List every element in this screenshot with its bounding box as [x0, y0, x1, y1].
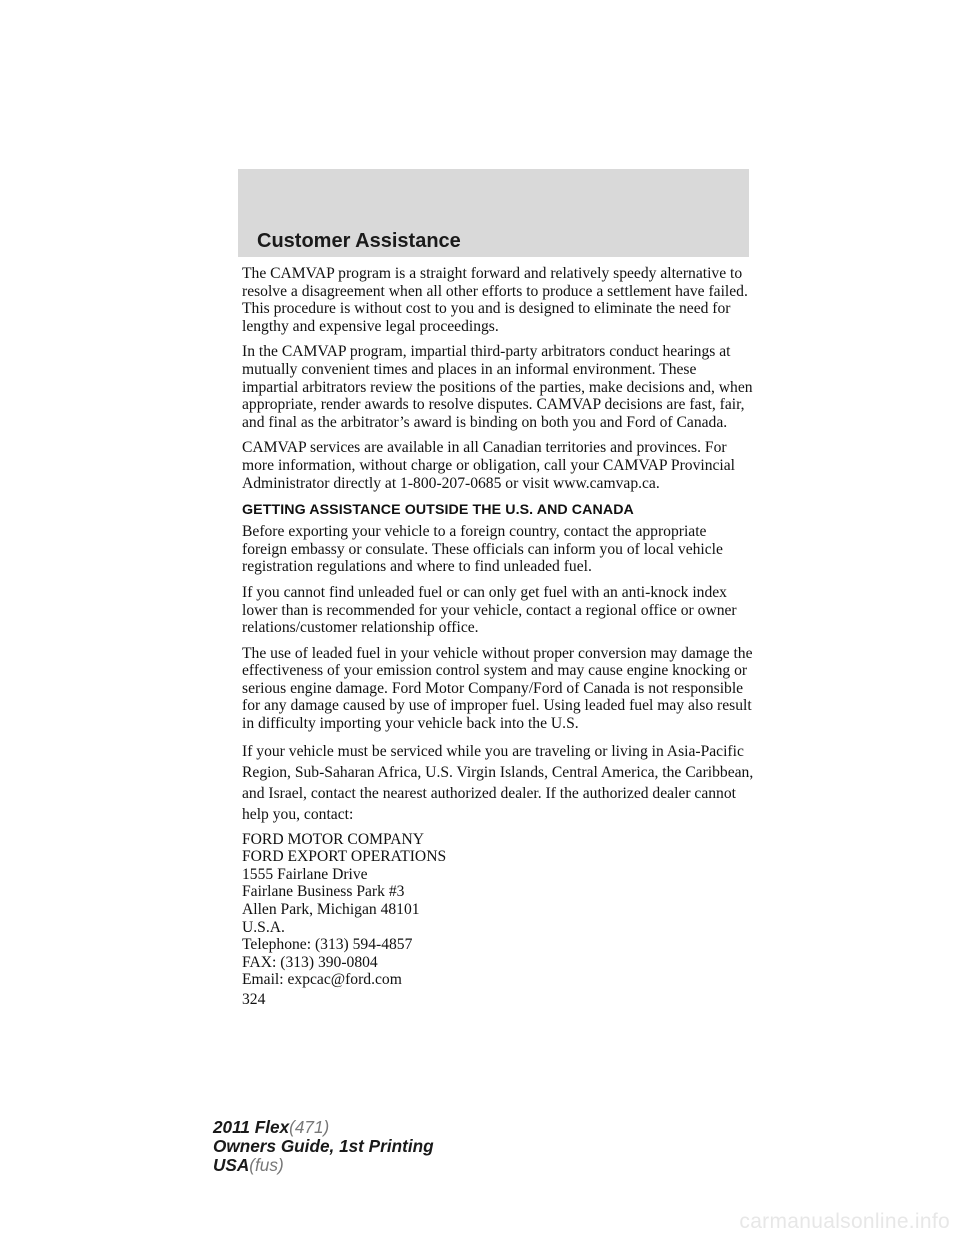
address-line: 1555 Fairlane Drive — [242, 865, 368, 883]
footer-market-line — [213, 1156, 434, 1175]
page-number: 324 — [242, 991, 266, 1008]
paragraph-camvap-intro: The CAMVAP program is a straight forward and relatively speedy alternative to resolve a disagreement when all other efforts to produce a settlement have failed. This procedure is without cost to you and is designed to eliminate the need for lengthy and expensive legal proceedings. — [242, 265, 748, 335]
section-title: Customer Assistance — [257, 230, 461, 252]
ford-export-address — [242, 831, 754, 989]
footer-model-line — [213, 1118, 434, 1137]
paragraph-camvap-services: CAMVAP services are available in all Canadian territories and provinces. For more information, without charge or obligation, call your CAMVAP Provincial Administrator directly at 1-800-207-0685 or visit www.camvap.ca. — [242, 439, 736, 492]
address-line: FORD EXPORT OPERATIONS — [242, 848, 447, 866]
paragraph-camvap-arbitrators: In the CAMVAP program, impartial third-party arbitrators conduct hearings at mutually convenient times and places in an informal environment. These impartial arbitrators review the positions of the parties, make decisions and, when appropriate, render awards to resolve disputes. CAMVAP decisions are fast, fair, and final as the arbitrator’s award is binding on both you and Ford of Canada. — [242, 343, 753, 431]
footer-market: USA — [213, 1155, 250, 1176]
address-line: Fairlane Business Park #3 — [242, 883, 405, 901]
paragraph-leaded-fuel: The use of leaded fuel in your vehicle without proper conversion may damage the effectiveness of your emission control system and may cause engine knocking or serious engine damage. Ford Motor Company/Ford of Canada is not responsible for any damage caused by use of improper fuel. Using leaded fuel may also result in difficulty importing your vehicle back into the U.S. — [242, 644, 753, 733]
footer-model: 2011 Flex — [213, 1117, 290, 1137]
footer-guide: Owners Guide, 1st Printing — [213, 1136, 434, 1157]
address-line: U.S.A. — [242, 918, 285, 936]
site-watermark: carmanualsonline.info — [739, 1210, 950, 1233]
heading-outside-us-canada: GETTING ASSISTANCE OUTSIDE THE U.S. AND CANADA — [242, 502, 634, 519]
page-body — [242, 265, 754, 1009]
address-fax: FAX: (313) 390-0804 — [242, 953, 378, 971]
address-line: FORD MOTOR COMPANY — [242, 830, 424, 848]
print-footer — [213, 1118, 434, 1176]
paragraph-unleaded-fuel: If you cannot find unleaded fuel or can only get fuel with an anti-knock index lower than is recommended for your vehicle, contact a regional office or owner relations/customer relationship office. — [242, 583, 737, 637]
paragraph-servicing-abroad: If your vehicle must be serviced while you are traveling or living in Asia-Pacific Region, Sub-Saharan Africa, U.S. Virgin Islands, Central America, the Caribbean, and Israel, contact the nearest authorized dealer. If the authorized dealer cannot help you, contact: — [242, 742, 754, 823]
footer-market-code: (fus) — [249, 1155, 284, 1176]
paragraph-exporting: Before exporting your vehicle to a foreign country, contact the appropriate foreign embassy or consulate. These officials can inform you of local vehicle registration regulations and where to find unleaded fuel. — [242, 523, 723, 576]
footer-guide-line — [213, 1137, 434, 1156]
address-email: Email: expcac@ford.com — [242, 971, 402, 989]
address-telephone: Telephone: (313) 594-4857 — [242, 936, 413, 954]
footer-model-code: (471) — [289, 1117, 330, 1137]
address-line: Allen Park, Michigan 48101 — [242, 901, 420, 919]
